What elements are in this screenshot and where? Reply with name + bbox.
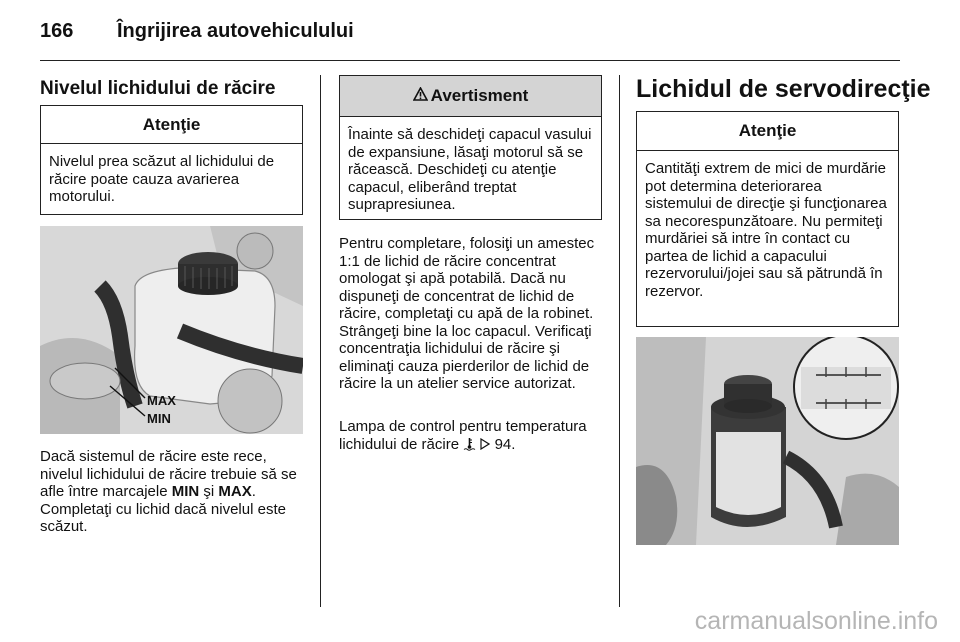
page-number: 166	[40, 20, 74, 42]
min-label: MIN	[147, 411, 171, 426]
header-divider	[40, 60, 900, 61]
max-mark: MAX	[218, 483, 252, 500]
warning-heading: Avertisment	[340, 76, 601, 117]
coolant-level-paragraph: Dacă sistemul de răcire este rece, nivelul lichidului de răcire trebuie să se afle între marcajele MIN şi MAX. Completaţi cu lichid dacă nivelul este scăzut.	[40, 448, 297, 535]
chapter-title: Îngrijirea autovehiculului	[117, 20, 354, 42]
column-divider-2	[619, 75, 620, 607]
watermark: carmanualsonline.info	[694, 607, 938, 635]
coolant-section-title: Nivelul lichidului de răcire	[40, 78, 276, 99]
coolant-temperature-icon	[463, 437, 476, 456]
refill-paragraph: Pentru completare, folosiţi un amestec 1:1 de lichid de răcire concentrat omologat şi apă potabilă. Dacă nu dispuneţi de concentrat de lichid de răcire, completaţi cu apă de la robinet. Strângeţi bine la loc capacul. Verificaţi concentraţia lichidului de răcire şi eliminaţi cauza pierderilor de lichid de răcire la un atelier service autorizat.	[339, 235, 595, 392]
steering-section-title: Lichidul de servodirecţie	[636, 75, 931, 103]
max-label: MAX	[147, 393, 176, 408]
steering-reservoir-image	[636, 337, 899, 545]
caution-body: Nivelul prea scăzut al lichidului de răcire poate cauza avarierea motorului.	[49, 153, 275, 205]
warning-triangle-icon	[413, 86, 428, 106]
min-mark: MIN	[171, 483, 200, 500]
caution-body: Cantităţi extrem de mici de murdărie pot determina deteriorarea sistemului de direcţie şi funcţionarea sa necorespunzătoare. Nu permiteţi murdăriei să intre în contact cu partea de lichid a capacului rezervorului/jojei sau să pătrundă în rezervor.	[645, 160, 887, 300]
page-reference-icon	[480, 437, 490, 455]
steering-caution-box	[636, 111, 899, 327]
warning-box	[339, 75, 602, 220]
caution-heading: Atenţie	[41, 106, 302, 144]
coolant-caution-box	[40, 105, 303, 215]
column-divider-1	[320, 75, 321, 607]
warning-body: Înainte să deschideţi capacul vasului de expansiune, lăsaţi motorul să se răcească. Deschideţi cu atenţie capacul, eliberând treptat suprapresiunea.	[348, 126, 592, 213]
caution-heading: Atenţie	[637, 112, 898, 151]
page-reference[interactable]: 94.	[494, 435, 516, 453]
lamp-paragraph: Lampa de control pentru temperatura lichidului de răcire 94.	[339, 418, 605, 455]
coolant-reservoir-image	[40, 226, 303, 434]
